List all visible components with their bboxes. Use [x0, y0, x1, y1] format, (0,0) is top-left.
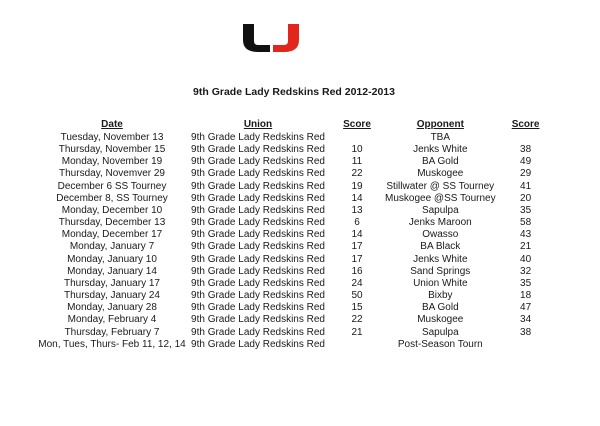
score-cell: 17 [351, 253, 363, 265]
date-cell: Thursday, December 13 [58, 217, 166, 229]
date-cell: Monday, January 10 [67, 253, 157, 265]
opponent-score-cell [496, 132, 556, 144]
table-row [37, 302, 556, 314]
table-row [37, 266, 556, 278]
score-cell: 21 [351, 326, 363, 338]
opponent-cell: Bixby [428, 290, 453, 302]
union-u-logo [243, 24, 299, 52]
opponent-score-cell: 38 [520, 144, 532, 156]
date-header: Date [101, 119, 123, 130]
table-row [37, 205, 556, 217]
table-row [37, 290, 556, 302]
date-cell: Thursday, November 15 [58, 144, 166, 156]
union-cell: 9th Grade Lady Redskins Red [191, 241, 325, 253]
opponent-cell: Post-Season Tourn [397, 338, 483, 350]
union-cell: 9th Grade Lady Redskins Red [191, 168, 325, 180]
union-cell: 9th Grade Lady Redskins Red [191, 338, 325, 350]
union-cell: 9th Grade Lady Redskins Red [191, 156, 325, 168]
union-cell: 9th Grade Lady Redskins Red [191, 290, 325, 302]
opponent-cell: BA Gold [421, 156, 459, 168]
score-cell: 14 [351, 192, 363, 204]
score-header: Score [343, 119, 371, 130]
opponent-cell: Stillwater @ SS Tourney [386, 180, 495, 192]
score-cell: 17 [351, 241, 363, 253]
date-cell: Thursday, Novemver 29 [59, 168, 165, 180]
union-cell: 9th Grade Lady Redskins Red [191, 180, 325, 192]
date-cell: Monday, December 10 [61, 204, 163, 216]
union-cell: 9th Grade Lady Redskins Red [191, 302, 325, 314]
score-cell: 22 [351, 314, 363, 326]
union-cell: 9th Grade Lady Redskins Red [191, 229, 325, 241]
opponent-score-cell: 18 [520, 290, 532, 302]
score-cell: 10 [351, 144, 363, 156]
score-cell [329, 339, 385, 351]
opponent-cell: Sapulpa [421, 204, 459, 216]
opponent-cell: Muskogee @SS Tourney [385, 192, 496, 204]
table-row [37, 156, 556, 168]
union-cell: 9th Grade Lady Redskins Red [191, 277, 325, 289]
header-row [37, 118, 556, 132]
opponent-score-cell: 32 [520, 265, 532, 277]
date-cell: December 6 SS Tourney [57, 180, 167, 192]
opponent-cell: Jenks White [413, 144, 468, 156]
union-cell: 9th Grade Lady Redskins Red [191, 265, 325, 277]
score-cell: 11 [351, 156, 363, 168]
score-cell: 19 [351, 180, 363, 192]
opponent-score-cell: 49 [520, 156, 532, 168]
union-cell: 9th Grade Lady Redskins Red [191, 314, 325, 326]
score-cell: 15 [351, 302, 363, 314]
union-header: Union [243, 119, 273, 130]
opponent-score-cell: 41 [520, 180, 532, 192]
score-cell: 13 [351, 204, 363, 216]
opponent-score-cell: 20 [520, 192, 532, 204]
table-row [37, 339, 556, 351]
union-cell: 9th Grade Lady Redskins Red [191, 192, 325, 204]
score-cell: 24 [351, 277, 363, 289]
union-cell: 9th Grade Lady Redskins Red [191, 253, 325, 265]
table-row [37, 193, 556, 205]
score-cell: 50 [351, 290, 363, 302]
date-cell: Tuesday, November 13 [60, 132, 164, 143]
table-row [37, 168, 556, 180]
opponent-cell: Muskogee [417, 168, 464, 180]
opponent-header: Opponent [416, 119, 464, 130]
opponent-score-cell: 29 [520, 168, 532, 180]
date-cell: Monday, January 14 [67, 265, 157, 277]
union-cell: 9th Grade Lady Redskins Red [191, 144, 325, 156]
table-row [37, 314, 556, 326]
opponent-cell: Jenks Maroon [408, 217, 472, 229]
table-row [37, 254, 556, 266]
date-cell: Monday, January 28 [67, 302, 157, 314]
page-title: 9th Grade Lady Redskins Red 2012-2013 [193, 86, 395, 98]
union-cell: 9th Grade Lady Redskins Red [191, 204, 325, 216]
score-cell [329, 132, 385, 144]
table-row [37, 229, 556, 241]
opponent-score-cell [496, 339, 556, 351]
opponent-cell: Owasso [422, 229, 459, 241]
union-cell: 9th Grade Lady Redskins Red [191, 326, 325, 338]
date-cell: Monday, February 4 [67, 314, 157, 326]
date-cell: Thursday, January 17 [64, 277, 160, 289]
opponent-score-cell: 47 [520, 302, 532, 314]
union-cell: 9th Grade Lady Redskins Red [191, 132, 325, 143]
opponent-cell: Jenks White [413, 253, 468, 265]
date-cell: Thursday, February 7 [64, 326, 160, 338]
opponent-cell: BA Gold [421, 302, 459, 314]
score-cell: 22 [351, 168, 363, 180]
date-cell: Monday, January 7 [69, 241, 155, 253]
opponent-score-cell: 34 [520, 314, 532, 326]
schedule-table [37, 118, 556, 351]
logo-right-half-icon [273, 24, 299, 52]
union-cell: 9th Grade Lady Redskins Red [191, 217, 325, 229]
opponent-score-header: Score [511, 119, 540, 130]
opponent-score-cell: 21 [520, 241, 532, 253]
date-cell: Thursday, January 24 [64, 290, 160, 302]
table-row [37, 144, 556, 156]
opponent-cell: Sand Springs [410, 265, 471, 277]
opponent-score-cell: 40 [520, 253, 532, 265]
opponent-score-cell: 35 [520, 277, 532, 289]
opponent-cell: TBA [430, 132, 451, 143]
table-row [37, 181, 556, 193]
table-row [37, 278, 556, 290]
table-row [37, 327, 556, 339]
table-row [37, 217, 556, 229]
score-cell: 16 [351, 265, 363, 277]
date-cell: Monday, December 17 [61, 229, 163, 241]
date-cell: Monday, November 19 [61, 156, 163, 168]
opponent-cell: Sapulpa [421, 326, 459, 338]
score-cell: 14 [351, 229, 363, 241]
date-cell: Mon, Tues, Thurs- Feb 11, 12, 14 [38, 338, 186, 350]
opponent-cell: Muskogee [417, 314, 464, 326]
opponent-score-cell: 58 [520, 217, 532, 229]
date-cell: December 8, SS Tourney [56, 192, 168, 204]
opponent-cell: Union White [413, 277, 468, 289]
logo-left-half-icon [243, 24, 270, 52]
opponent-score-cell: 38 [520, 326, 532, 338]
opponent-score-cell: 43 [520, 229, 532, 241]
table-row [37, 132, 556, 144]
opponent-score-cell: 35 [520, 204, 532, 216]
table-row [37, 241, 556, 253]
opponent-cell: BA Black [420, 241, 461, 253]
score-cell: 6 [354, 217, 360, 229]
